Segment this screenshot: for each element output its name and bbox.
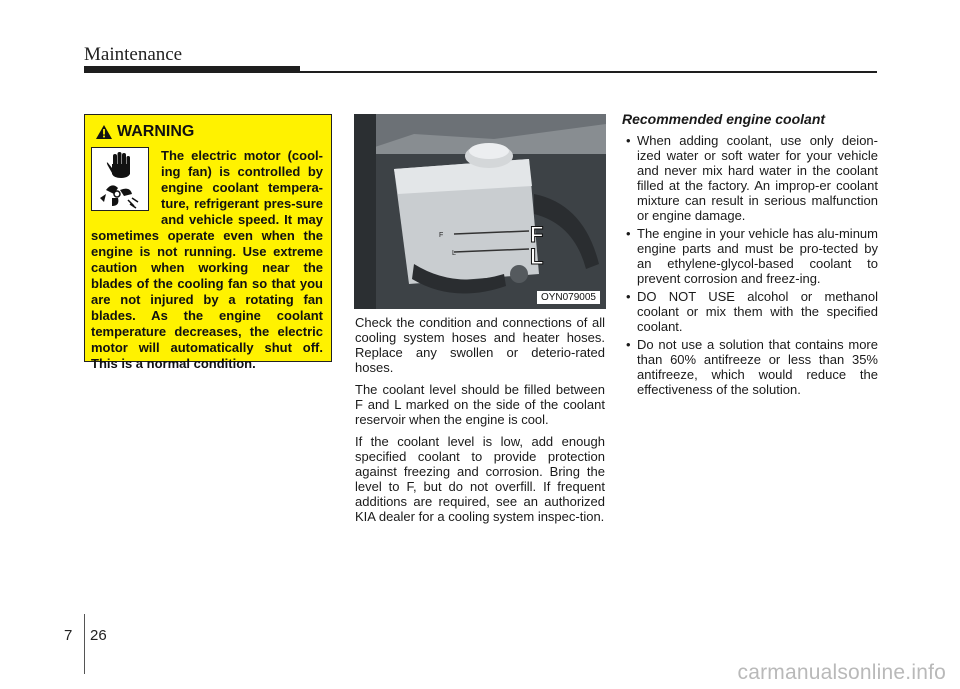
list-item-text: The engine in your vehicle has alu-minum engine parts and must be pro-tected by an ethylene-glycol-based coolant to prevent corrosion and freez-ing.	[637, 226, 878, 286]
section-title: Maintenance	[84, 44, 183, 65]
header-bar	[84, 66, 300, 73]
small-mark-f: F	[439, 232, 444, 239]
header-rule	[300, 71, 877, 73]
list-item	[622, 133, 878, 223]
bullet: •	[626, 337, 631, 352]
warning-box	[84, 114, 332, 371]
warning-triangle-icon	[95, 124, 113, 140]
list-item	[622, 337, 878, 397]
page-number: 26	[90, 627, 107, 644]
coolant-reservoir-photo	[354, 114, 606, 309]
bullet: •	[626, 226, 631, 241]
bullet: •	[626, 289, 631, 304]
chapter-number: 7	[64, 627, 73, 644]
warning-heading	[95, 123, 194, 141]
list-item-text: Do not use a solution that contains more than 60% antifreeze or less than 35% antifreeze, which would reduce the effectiveness of the solution.	[637, 337, 878, 397]
footer-divider	[84, 614, 85, 674]
list-item-text: When adding coolant, use only deion-ized water or soft water for your vehicle and never mix hard water in the coolant filled at the factory. An improp-er coolant mixture can result in serious malfunction or engine damage.	[637, 133, 878, 223]
section-heading: Recommended engine coolant	[622, 111, 826, 127]
bullet: •	[626, 133, 631, 148]
warning-title: WARNING	[117, 123, 195, 140]
list-item	[622, 226, 878, 286]
list-item-text: DO NOT USE alcohol or methanol coolant or mix them with the specified coolant.	[637, 289, 878, 334]
paragraph: If the coolant level is low, add enough specified coolant to provide protection against freezing and corrosion. Bring the level to F, but do not overfill. If frequent additions are required, see an authorized KIA dealer for a cooling system inspec-tion.	[355, 434, 605, 524]
photo-code: OYN079005	[537, 291, 600, 304]
paragraph: Check the condition and connections of all cooling system hoses and heater hoses. Replace any swollen or deterio-rated hoses.	[355, 315, 605, 375]
watermark-link[interactable]: carmanualsonline.info	[737, 661, 946, 684]
mark-l-label: L	[530, 244, 544, 269]
mark-f-label: F	[530, 222, 544, 247]
small-mark-l: L	[452, 250, 456, 257]
warning-text: The electric motor (cool-ing fan) is controlled by engine coolant tempera-ture, refrigerant pres-sure and vehicle speed. It may sometimes operate even when the engine is not running. Use extreme caution when working near the blades of the cooling fan so that you are not injured by a rotating fan blades. As the engine coolant temperature decreases, the electric motor will automatically shut off. This is a normal condition.	[91, 148, 323, 371]
paragraph: The coolant level should be filled between F and L marked on the side of the coolant reservoir when the engine is cool.	[355, 382, 605, 427]
coolant-bullet-list	[622, 133, 878, 397]
coolant-instructions	[355, 315, 605, 531]
list-item	[622, 289, 878, 334]
recommended-coolant-section	[622, 112, 878, 400]
